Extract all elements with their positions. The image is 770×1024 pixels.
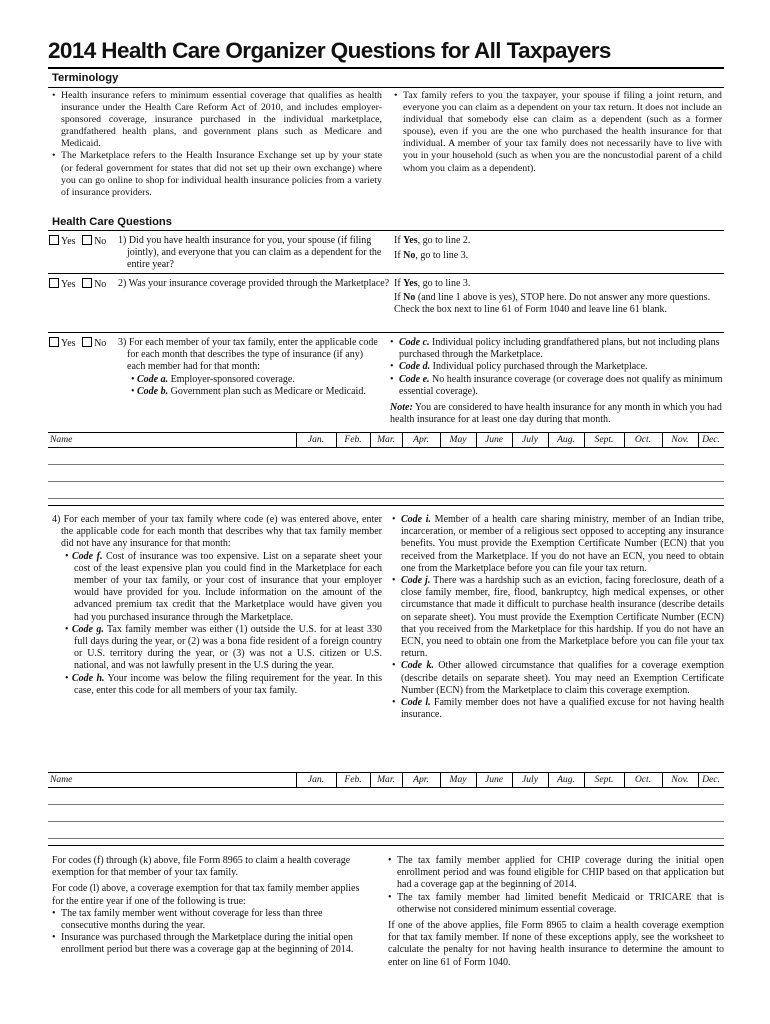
q3-grid-header-dec: Dec.	[702, 434, 720, 445]
q3-grid-header-nov: Nov.	[671, 434, 689, 445]
q3-grid-header-jan: Jan.	[307, 434, 325, 445]
q4-grid-header-mar: Mar.	[377, 774, 395, 785]
q4-grid-bottom-rule	[48, 845, 724, 846]
code-l-label: Code l.	[401, 697, 431, 709]
q3-grid-column-divider	[336, 432, 337, 447]
q3-grid-header-may: May	[449, 434, 467, 445]
code-h-label: Code h.	[71, 672, 105, 684]
code-k-item	[392, 660, 724, 697]
q3-grid-column-divider	[512, 432, 513, 447]
code-j-item	[392, 575, 724, 660]
q3-yes-label: Yes	[61, 338, 76, 349]
q4-left-block	[52, 514, 382, 697]
questions-heading: Health Care Questions	[52, 216, 172, 228]
q3-grid-header-aug: Aug.	[557, 434, 575, 445]
q3-grid-top-rule	[48, 432, 724, 433]
marketplace-definition: • The Marketplace refers to the Health Insurance Exchange set up by your state (or federal government for states that did not set up their own exchange) where you can go online to shop for individual health insurance policies from a variety of insurance providers.	[52, 150, 382, 198]
q1-yes-no	[49, 235, 106, 247]
code-c-text: Individual policy including grandfathered plans, but not including plans purchased through the Marketplace.	[399, 337, 720, 361]
q4-grid-column-divider	[440, 772, 441, 787]
q4-grid-header-may: May	[449, 774, 467, 785]
q1-if-yes-bold: Yes	[403, 235, 418, 246]
code-g-text: Tax family member was either (1) outside the U.S. for at least 330 full days during the year, or (2) was a bona fide resident of a foreign country or U.S. territory during the year, or (3) was not a U.S. citizen or U.S. national, and was not lawfully present in the U.S during the year.	[74, 623, 382, 672]
q4-grid-header-apr: Apr.	[413, 774, 429, 785]
q1-text: 1) Did you have health insurance for you, your spouse (if filing jointly), and everyone that you can claim as a dependent for the entire year?	[118, 235, 382, 271]
q4-grid-top-rule	[48, 772, 724, 773]
q1-if-no-suffix: , go to line 3.	[415, 250, 469, 262]
q1-yes-label: Yes	[61, 236, 76, 247]
code-c-label: Code c.	[399, 337, 430, 348]
q3-grid-column-divider	[296, 432, 297, 447]
q4-grid-header-jan: Jan.	[307, 774, 325, 785]
terminology-right-column	[394, 90, 722, 175]
q4-grid-column-divider	[512, 772, 513, 787]
footer-left-p1: For codes (f) through (k) above, file Form 8965 to claim a health coverage exemption for that member of your tax family.	[52, 855, 351, 879]
q3-grid-header-mar: Mar.	[377, 434, 395, 445]
footer-left-b2: • Insurance was purchased through the Marketplace during the initial open enrollment period but there was a coverage gap at the beginning of 2014.	[52, 932, 362, 956]
code-j-label: Code j.	[401, 575, 431, 587]
q4-grid-column-divider	[548, 772, 549, 787]
q4-grid-header-july: July	[522, 774, 538, 785]
code-h-item: • Code h. Your income was below the filing requirement for the year. In this case, enter this code for all members of your tax family.	[65, 672, 382, 696]
q4-grid-header-name: Name	[50, 774, 73, 785]
q1-if-yes-suffix: , go to line 2.	[417, 235, 471, 246]
q4-grid-column-divider	[402, 772, 403, 787]
q3-grid-entry-row[interactable]	[48, 465, 724, 481]
code-h-text: Your income was below the filing requirement for the year. In this case, enter this code for all members of your tax family.	[74, 672, 382, 696]
q3-grid-bottom-rule	[48, 505, 724, 506]
terminology-rule	[48, 87, 724, 88]
q1-if-no-bold: No	[403, 250, 416, 262]
note-label: Note:	[390, 402, 413, 414]
code-i-item	[392, 514, 724, 575]
code-e-text: No health insurance coverage (or coverage does not qualify as minimum essential coverage).	[399, 373, 723, 397]
q3-grid-column-divider	[698, 432, 699, 447]
code-j-text: There was a hardship such as an eviction, facing foreclosure, death of a close family member, fire, flood, bankruptcy, high medical expenses, or other circumstance that made it difficult to purchase health insurance (describe details on separate sheet). You must provide the Exemption Certificate Number (ECN) that you received from the Marketplace for this hardship. If you do not have an ECN, you need to obtain one from the Marketplace before you can file your tax return.	[401, 575, 724, 660]
q1-rule	[48, 273, 724, 274]
q4-right-block	[392, 514, 724, 721]
code-f-label: Code f.	[72, 550, 103, 562]
q4-grid-column-divider	[476, 772, 477, 787]
q4-grid-header-oct: Oct.	[634, 774, 652, 785]
q3-grid-column-divider	[370, 432, 371, 447]
q4-month-grid	[48, 772, 724, 846]
q3-yes-no	[49, 337, 106, 349]
code-a-text: Employer-sponsored coverage.	[168, 373, 295, 385]
q3-codes-right	[390, 337, 724, 426]
q4-grid-column-divider	[370, 772, 371, 787]
q3-grid-column-divider	[402, 432, 403, 447]
q4-grid-header-sept: Sept.	[594, 774, 614, 785]
q2-text: 2) Was your insurance coverage provided through the Marketplace?	[118, 278, 390, 289]
q4-grid-header-dec: Dec.	[702, 774, 720, 785]
code-e-label: Code e.	[399, 373, 430, 385]
q2-if-no-prefix: If	[394, 292, 404, 304]
q4-grid-column-divider	[296, 772, 297, 787]
code-g-label: Code g.	[71, 623, 104, 635]
q1-if-yes-prefix: If	[394, 235, 404, 246]
code-i-text: Member of a health care sharing ministry, member of an Indian tribe, incarceration, or member of a religious sect opposed to accepting any insurance benefits. You must provide the Exemption Certificate Number (ECN) that you received from the Marketplace. If you do not have an ECN, you need to obtain one from the Marketplace before you can file your tax return.	[401, 514, 724, 574]
q3-grid-entry-row[interactable]	[48, 482, 724, 498]
q3-grid-header-name: Name	[50, 434, 73, 445]
q4-grid-column-divider	[624, 772, 625, 787]
q3-no-label: No	[94, 338, 107, 349]
code-l-text: Family member does not have a qualified excuse for not having health insurance.	[401, 697, 724, 721]
q2-yes-label: Yes	[61, 279, 76, 290]
q3-grid-column-divider	[476, 432, 477, 447]
q3-grid-column-divider	[662, 432, 663, 447]
q3-grid-header-apr: Apr.	[413, 434, 429, 445]
tax-family-definition: • Tax family refers to you the taxpayer, your spouse if filing a joint return, and everyone you can claim as a dependent on your tax return. It does not include an individual that somebody else can claim as a dependent (such as a former spouse), even if you are the one who purchased the health insurance for that individual. A member of your tax family does not necessarily have to live with you in your household (such as when you are the noncustodial parent of a child whom you claim as a dependent).	[394, 90, 722, 175]
code-c-item	[390, 337, 724, 361]
q2-rule	[48, 332, 724, 333]
code-b-label: Code b.	[137, 385, 169, 397]
q4-grid-entry-row[interactable]	[48, 805, 724, 821]
note-text: You are considered to have health insurance for any month in which you had health insurance for at least one day during that month.	[390, 402, 722, 426]
page-title: 2014 Health Care Organizer Questions for All Taxpayers	[48, 38, 611, 63]
code-d-item	[390, 361, 724, 373]
footer-right-p: If one of the above applies, file Form 8965 to claim a health coverage exemption for that tax family member. If none of these exceptions apply, see the worksheet to calculate the penalty for not having health insurance to determine the amount to enter on line 61 of Form 1040.	[388, 920, 724, 968]
q4-grid-column-divider	[698, 772, 699, 787]
q3-note	[390, 402, 724, 426]
q3-yes-checkbox[interactable]	[49, 337, 59, 347]
q4-text: 4) For each member of your tax family where code (e) was entered above, enter the applicable code for each month that describes why that tax family member did not have any insurance for that month:	[52, 514, 382, 550]
code-i-label: Code i.	[401, 514, 432, 525]
terminology-heading: Terminology	[52, 72, 119, 84]
q4-grid-entry-row[interactable]	[48, 788, 724, 804]
q2-no-checkbox[interactable]	[82, 278, 92, 288]
q3-text: 3) For each member of your tax family, enter the applicable code for each month that describes the type of insurance (if any) each member had for that month:	[118, 337, 378, 373]
q3-grid-column-divider	[548, 432, 549, 447]
footer-left	[52, 855, 362, 957]
code-d-text: Individual policy purchased through the Marketplace.	[430, 361, 648, 373]
q4-grid-column-divider	[336, 772, 337, 787]
q3-grid-row-line	[48, 498, 724, 499]
footer-right-b1: • The tax family member applied for CHIP coverage during the initial open enrollment period and was found eligible for CHIP based on that application but had a coverage gap at the beginning of 2014.	[388, 855, 724, 892]
q3-grid-column-divider	[584, 432, 585, 447]
q4-grid-column-divider	[662, 772, 663, 787]
code-k-label: Code k.	[401, 660, 434, 672]
code-a-label: Code a.	[137, 373, 169, 385]
code-f-text: Cost of insurance was too expensive. List on a separate sheet your cost of the least expensive plan you could find in the Marketplace for each member of your tax family, or your cost of insurance that your employer would have provided for you. Include information on the amount of the advanced premium tax credit that the Marketplace would have given you had you purchased insurance through the Marketplace.	[74, 550, 382, 623]
q4-grid-header-aug: Aug.	[557, 774, 575, 785]
q4-grid-header-june: June	[484, 774, 504, 785]
code-g-item: • Code g. Tax family member was either (1) outside the U.S. for at least 330 full days during the year, or (2) was a bona fide resident of a foreign country or U.S. territory during the year, or (3) was not a U.S. citizen or U.S. national, and was not lawfully present in the U.S during the year.	[65, 623, 382, 672]
q2-if-no-bold: No	[403, 292, 416, 304]
q3-text-block: 3) For each member of your tax family, enter the applicable code for each month that describes the type of insurance (if any) each member had for that month: • Code a. Employer-sponsored coverage. • Code b. Government plan such as Medicare or Medicaid.	[118, 337, 383, 398]
q4-grid-row-line	[48, 838, 724, 839]
q4-grid-header-nov: Nov.	[671, 774, 689, 785]
q3-grid-header-july: July	[522, 434, 538, 445]
footer-left-b1: • The tax family member went without coverage for less than three consecutive months during the year.	[52, 908, 362, 932]
q1-yes-checkbox[interactable]	[49, 235, 59, 245]
q3-grid-header-oct: Oct.	[634, 434, 652, 445]
q1-no-label: No	[94, 236, 107, 247]
footer-right-b2: • The tax family member had limited benefit Medicaid or TRICARE that is otherwise not considered minimum essential coverage.	[388, 892, 724, 916]
q4-grid-column-divider	[584, 772, 585, 787]
q3-month-grid	[48, 432, 724, 506]
q3-grid-column-divider	[624, 432, 625, 447]
q4-grid-header-feb: Feb.	[344, 774, 362, 785]
q4-grid-entry-row[interactable]	[48, 822, 724, 838]
q3-grid-column-divider	[440, 432, 441, 447]
questions-rule	[48, 230, 724, 231]
q3-grid-header-june: June	[484, 434, 504, 445]
q1-if-no-prefix: If	[394, 250, 404, 262]
code-f-item: • Code f. Cost of insurance was too expensive. List on a separate sheet your cost of the least expensive plan you could find in the Marketplace for each member of your tax family, or your cost of insurance that your employer would have provided for you. Include information on the amount of the advanced premium tax credit that the Marketplace would have given you had you purchased insurance through the Marketplace.	[65, 550, 382, 623]
q2-instructions	[394, 278, 724, 317]
q3-grid-header-sept: Sept.	[594, 434, 614, 445]
code-k-text: Other allowed circumstance that qualifies for a coverage exemption (describe details on separate sheet). You may need an Exemption Certificate Number (ECN) from the Marketplace to claim this coverage exemption.	[401, 660, 725, 696]
q2-yes-checkbox[interactable]	[49, 278, 59, 288]
title-rule	[48, 67, 724, 69]
q2-if-yes-bold: Yes	[403, 278, 418, 289]
q3-grid-header-feb: Feb.	[344, 434, 362, 445]
code-d-label: Code d.	[399, 361, 431, 373]
footer-left-p2: For code (l) above, a coverage exemption for that tax family member applies for the entire year if one of the following is true:	[52, 883, 360, 907]
code-b-text: Government plan such as Medicare or Medicaid.	[168, 385, 366, 397]
q2-if-yes-prefix: If	[394, 278, 404, 289]
q2-if-yes-suffix: , go to line 3.	[417, 278, 471, 289]
terminology-left-column	[52, 90, 382, 199]
code-e-item	[390, 374, 724, 398]
q2-if-no-suffix: (and line 1 above is yes), STOP here. Do not answer any more questions. Check the box next to line 61 of Form 1040 and leave line 61 blank.	[394, 292, 711, 316]
q1-no-checkbox[interactable]	[82, 235, 92, 245]
q3-no-checkbox[interactable]	[82, 337, 92, 347]
health-insurance-definition: • Health insurance refers to minimum essential coverage that qualifies as health insurance under the Health Care Reform Act of 2010, and includes employer-sponsored coverage, insurance purchased in the individual marketplace, grandfathered health plans, and government plans such as Medicare and Medicaid.	[52, 90, 382, 150]
q2-no-label: No	[94, 279, 107, 290]
code-b-item	[135, 386, 366, 397]
footer-right	[388, 855, 724, 969]
code-a-item	[135, 374, 295, 385]
q3-grid-entry-row[interactable]	[48, 448, 724, 464]
code-l-item	[392, 697, 724, 721]
q1-instructions	[394, 235, 724, 262]
q2-yes-no	[49, 278, 106, 290]
